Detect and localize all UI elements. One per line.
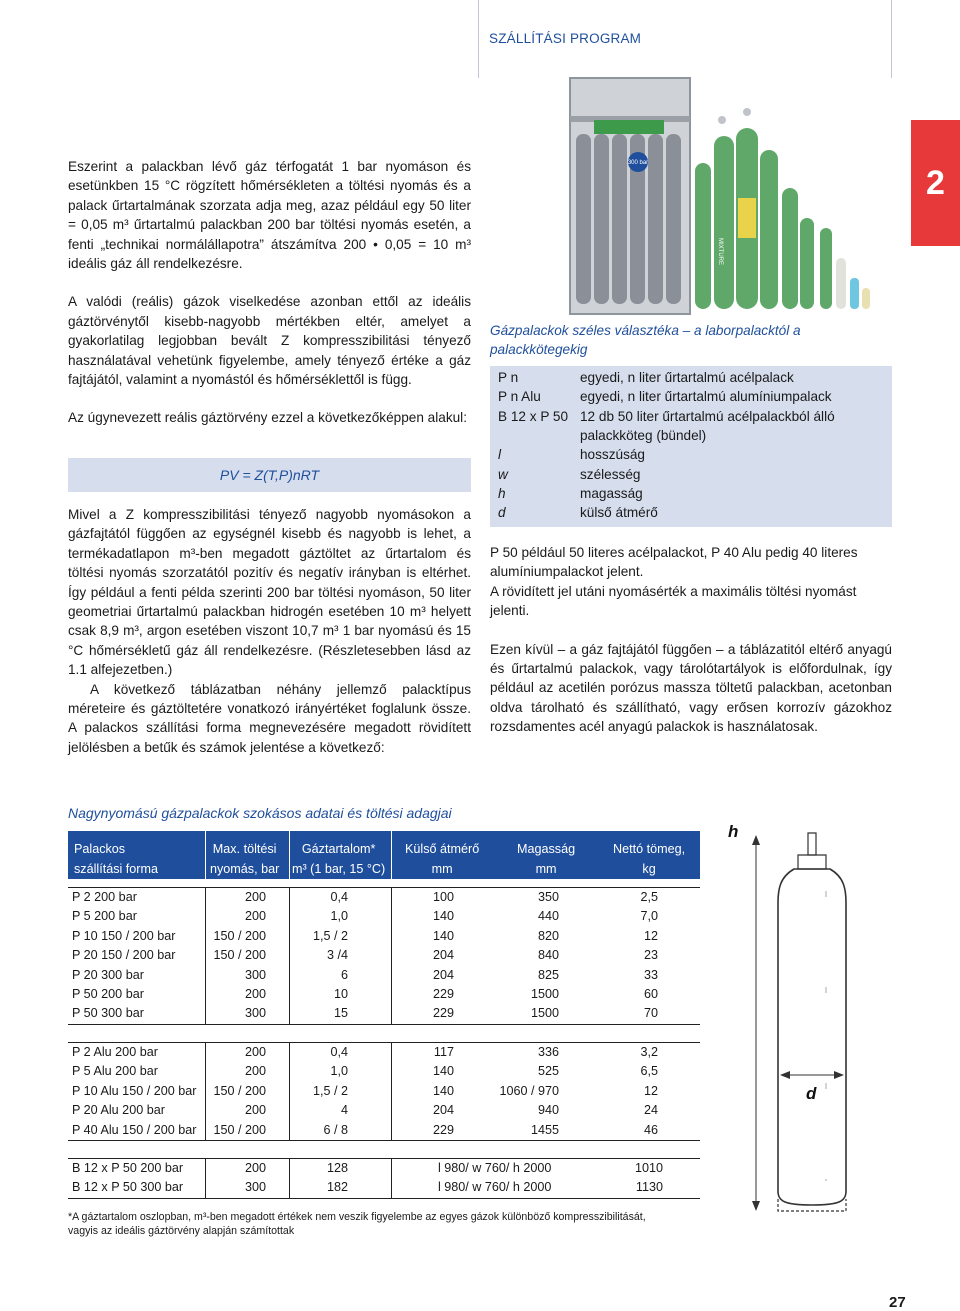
table-cell: P 50 200 bar (72, 987, 144, 1001)
table-row (68, 1121, 700, 1140)
paragraph-pressure-meaning: A rövidített jel utáni nyomásérték a maximális töltési nyomást jelenti. (490, 583, 857, 619)
table-row (68, 985, 700, 1004)
table-cell: 100 (432, 890, 454, 904)
table-group-aluminium (68, 1042, 700, 1141)
diameter-label: d (806, 1084, 817, 1103)
header-divider (391, 831, 392, 879)
table-cell: 46 (643, 1122, 658, 1137)
table-row (68, 1159, 700, 1178)
table-cell: P 10 150 / 200 bar (72, 928, 176, 943)
table-cell: 204 (432, 967, 454, 982)
legend-key: h (498, 486, 506, 501)
gas-cylinders-photo (490, 78, 892, 316)
header-cell: Palackos szállítási forma (74, 842, 158, 876)
table-cell: 140 (432, 1083, 454, 1098)
right-column-text (490, 543, 892, 737)
table-row (68, 1178, 700, 1197)
paragraph-abbreviation-example: P 50 például 50 literes acélpalackot, P 40 Alu pedig 40 literes alumíniumpalackot jelent. (490, 545, 858, 580)
header-cell: Külső átmérő mm (405, 842, 480, 876)
table-cell: 1,0 (330, 1064, 348, 1079)
cylinder-dimension-diagram (728, 822, 862, 1215)
header-cell: Gáztartalom* m³ (1 bar, 15 °C) (292, 842, 386, 876)
table-cell: 1,5 / 2 (312, 1083, 348, 1098)
table-title: Nagynyomású gázpalackok szokásos adatai és töltési adagjai (68, 805, 452, 821)
table-cell: 940 (537, 1103, 559, 1118)
header-divider (205, 831, 206, 879)
table-cell: 117 (433, 1045, 454, 1059)
table-cell: 6 (340, 967, 348, 982)
table-cell: 200 (244, 987, 266, 1001)
table-cell: 12 (643, 928, 658, 943)
legend-value: külső átmérő (580, 505, 658, 520)
table-cell: 150 / 200 (213, 1083, 266, 1098)
paragraph-ideal-gas: Eszerint a palackban lévő gáz térfogatát 1 bar nyomáson és esetünkben 15 °C rögzített hőmérsékleten a töltési nyomás és a palack űrtartalmának szorzata adja meg, azaz például egy 50 liter = 0,05 m³ űrtartalmú palackban 200 bar töltési nyomás esetén, a fenti „technikai normálállapotra” átszámítva 200 • 0,05 = 10 m³ ideális gáz áll rendelkezésre. (68, 159, 471, 272)
table-cell: 229 (432, 1006, 454, 1021)
paragraph-other-cylinders: Ezen kívül – a gáz fajtájától függően – a táblázatitól eltérő anyagú és űrtartalmú palackok, vagy tárolótartályok is előfordulnak, így például az acetilén porózus massza töltetű palackban, acetonban oldva tárolható és szállítható, vagy erősen korrozív gázokhoz rozsdamentes acél anyagú palackok is használatosak. (490, 641, 892, 735)
table-cell: 200 (244, 1064, 266, 1079)
table-cell: 820 (537, 928, 559, 943)
table-cell: P 40 Alu 150 / 200 bar (72, 1122, 197, 1137)
table-header (68, 831, 700, 879)
header-title: SZÁLLÍTÁSI PROGRAM (489, 31, 642, 46)
table-cell: 2,5 (640, 890, 658, 904)
table-cell: 825 (537, 967, 559, 982)
table-cell: 200 (244, 909, 266, 924)
table-cell: 33 (643, 967, 658, 982)
photo-mixture-label: MIXTURE (717, 238, 723, 265)
table-cell: 24 (643, 1103, 658, 1118)
table-row (68, 1101, 700, 1120)
header-cell: Nettó tömeg, kg (613, 842, 686, 876)
left-column-bottom (68, 505, 471, 757)
header-divider (289, 831, 290, 879)
legend-key: P n (498, 370, 519, 385)
table-cell: 128 (326, 1161, 348, 1175)
table-cell: 229 (432, 1122, 454, 1137)
footnote-line: vagyis az ideális gáztörvény alapján számítottak (68, 1224, 295, 1237)
table-cell: 204 (432, 1103, 454, 1118)
table-cell: 300 (244, 1180, 266, 1195)
footnote-line: *A gáztartalom oszlopban, m³-ben megadott értékek nem veszik figyelembe az egyes gázok különböző kompresszibilitását, (68, 1211, 646, 1223)
page-number: 27 (889, 1294, 906, 1311)
table-cell: l 980/ w 760/ h 2000 (438, 1161, 552, 1175)
table-cell: 1060 / 970 (499, 1083, 559, 1098)
table-group-bundles (68, 1158, 700, 1199)
legend-value: hosszúság (580, 447, 645, 462)
table-row (68, 1004, 700, 1023)
table-cell: 200 (244, 890, 266, 904)
table-cell: 7,0 (640, 909, 658, 924)
table-cell: 182 (326, 1180, 348, 1195)
header-cell: Max. töltési nyomás, bar (210, 842, 280, 876)
table-cell: 350 (537, 890, 559, 904)
table-cell: 1,0 (330, 909, 348, 924)
paragraph-real-gas-law-intro: Az úgynevezett reális gáztörvény ezzel a következőképpen alakul: (68, 410, 467, 426)
chapter-tab: 2 (911, 120, 960, 246)
table-cell: 12 (643, 1083, 658, 1098)
legend-value: 12 db 50 liter űrtartalmú acélpalackból álló (580, 409, 835, 424)
table-cell: 3 /4 (326, 948, 348, 963)
table-cell: P 10 Alu 150 / 200 bar (72, 1083, 197, 1098)
table-cell: P 50 300 bar (72, 1006, 144, 1021)
table-cell: B 12 x P 50 200 bar (72, 1161, 184, 1175)
table-cell: 1455 (530, 1122, 559, 1137)
table-row (68, 946, 700, 965)
table-cell: P 20 Alu 200 bar (72, 1103, 165, 1118)
table-cell: 440 (537, 909, 559, 924)
table-cell: 23 (643, 948, 658, 963)
table-cell: 1500 (530, 987, 559, 1001)
table-cell: 525 (537, 1064, 559, 1079)
table-cell: 150 / 200 (213, 948, 266, 963)
table-cell: 1010 (634, 1161, 663, 1175)
legend-key: B 12 x P 50 (498, 409, 569, 424)
table-cell: 840 (537, 948, 559, 963)
table-cell: 200 (244, 1161, 266, 1175)
table-cell: 140 (432, 1064, 454, 1079)
table-cell: 200 (244, 1045, 266, 1059)
table-cell: P 2 200 bar (72, 890, 137, 904)
paragraph-compressibility: Mivel a Z kompresszibilitási tényező nagyobb nyomásokon a gázfajtától függően az egységnél kisebb és nagyobb is lehet, a termékadatlapon m³-ben megadott gáztöltet az űrtartalom és töltési nyomás szorzatától pozitív és negatív irányban is eltérhet. Így például a fenti példa szerinti 200 bar töltési nyomáson, 50 liter geometriai űrtartalmú palackban hidrogén esetében 10 m³ helyett csak 8,9 m³, argon esetében viszont 10,7 m³ 1 bar nyomású és 15 °C hőmérsékletű gáz áll rendelkezésre. (Részletesebben lásd az 1.1 alfejezetben.) (68, 507, 471, 678)
left-column-top (68, 157, 471, 428)
table-row (68, 966, 700, 985)
table-cell: P 20 150 / 200 bar (72, 948, 176, 963)
table-cell: 0,4 (330, 1045, 348, 1059)
formula-box: PV = Z(T,P)nRT (68, 458, 471, 492)
legend-key: w (498, 467, 508, 482)
legend-value: palackköteg (bündel) (580, 428, 707, 443)
table-cell: P 2 Alu 200 bar (72, 1045, 158, 1059)
table-cell: P 5 200 bar (72, 909, 137, 924)
table-cell: 300 (244, 967, 266, 982)
table-cell: l 980/ w 760/ h 2000 (438, 1180, 552, 1195)
table-row (68, 1062, 700, 1081)
table-cell: 4 (340, 1103, 348, 1118)
table-cell: 0,4 (330, 890, 348, 904)
table-cell: 60 (643, 987, 658, 1001)
table-cell: 70 (643, 1006, 658, 1021)
table-footnote (68, 1211, 646, 1239)
table-group-steel (68, 887, 700, 1025)
table-cell: P 20 300 bar (72, 967, 144, 982)
table-cell: 300 (244, 1006, 266, 1021)
table-cell: 140 (432, 928, 454, 943)
table-cell: 6 / 8 (323, 1122, 348, 1137)
table-cell: 204 (432, 948, 454, 963)
table-row (68, 907, 700, 926)
photo-caption: Gázpalackok széles választéka – a laborpalacktól a palackkötegekig (490, 323, 801, 358)
table-cell: 1130 (635, 1180, 663, 1195)
table-cell: 1500 (530, 1006, 559, 1021)
legend-key: P n Alu (498, 389, 541, 404)
height-label: h (728, 822, 739, 841)
table-cell: 3,2 (640, 1045, 658, 1059)
table-row (68, 927, 700, 946)
table-row (68, 1082, 700, 1101)
table-cell: 140 (432, 909, 454, 924)
paragraph-table-intro: A következő táblázatban néhány jellemző palacktípus méreteire és gáztöltetére vonatkozó irányértéket foglalunk össze. A palackos szállítási forma megnevezésére megadott rövidített jelölésben a betűk és számok jelentése a következő: (68, 681, 471, 755)
table-row (68, 1043, 700, 1062)
header-cell: Magasság mm (517, 842, 576, 876)
table-cell: 150 / 200 (213, 1122, 266, 1137)
table-cell: P 5 Alu 200 bar (72, 1064, 158, 1079)
table-row (68, 888, 700, 907)
table-cell: 150 / 200 (213, 928, 266, 943)
table-cell: 200 (244, 1103, 266, 1118)
legend-key: l (498, 447, 502, 462)
table-cell: B 12 x P 50 300 bar (72, 1180, 184, 1195)
table-cell: 6,5 (640, 1064, 658, 1079)
legend-value: egyedi, n liter űrtartalmú acélpalack (580, 370, 794, 385)
legend-key: d (498, 505, 506, 520)
abbreviation-legend (490, 366, 892, 527)
legend-value: egyedi, n liter űrtartalmú alumíniumpalack (580, 389, 832, 404)
photo-300-bar-label: 300 bar (627, 160, 649, 166)
paragraph-real-gas: A valódi (reális) gázok viselkedése azonban ettől az ideális gáztörvénytől kisebb-nagyobb mértékben eltér, amelyet a gyakorlatilag legjobban bevált Z kompresszibilitási tényező használatával vehetünk figyelembe, amely tényező értéke a gáz fajtájától, valamint a nyomástól és hőmérséklettől is függ. (68, 294, 471, 388)
table-cell: 336 (537, 1045, 559, 1059)
table-cell: 15 (333, 1006, 348, 1021)
legend-value: magasság (580, 486, 643, 501)
table-cell: 1,5 / 2 (312, 928, 348, 943)
table-cell: 10 (333, 987, 348, 1001)
legend-value: szélesség (580, 467, 641, 482)
table-cell: 229 (432, 987, 454, 1001)
